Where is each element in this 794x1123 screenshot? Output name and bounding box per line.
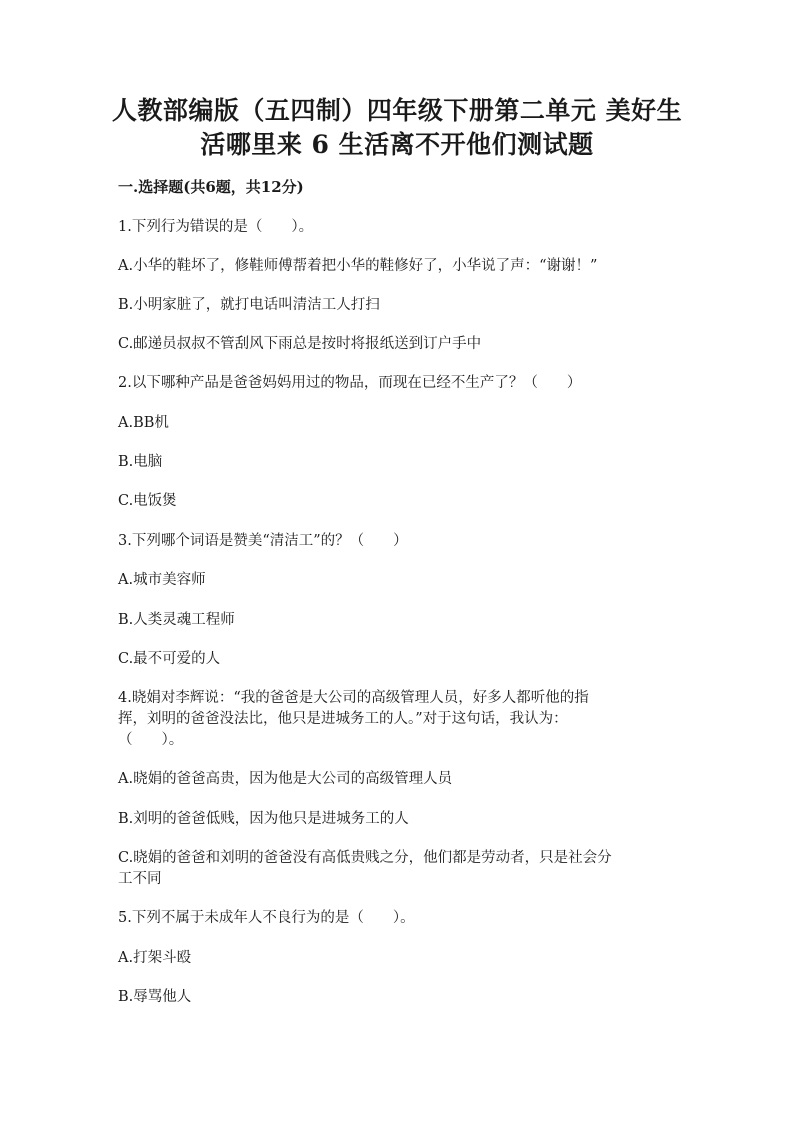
question-3-option-b: B.人类灵魂工程师: [118, 612, 235, 628]
question-5-option-a: A.打架斗殴: [118, 950, 192, 966]
question-1-option-a: A.小华的鞋坏了，修鞋师傅帮着把小华的鞋修好了，小华说了声：“谢谢！”: [118, 258, 598, 274]
question-4-stem-line-1: 4.晓娟对李辉说：“我的爸爸是大公司的高级管理人员，好多人都听他的指: [118, 690, 589, 706]
question-1-option-b: B.小明家脏了，就打电话叫清洁工人打扫: [118, 297, 380, 313]
question-4-stem-line-3: （ ）。: [118, 732, 184, 748]
question-2-option-b: B.电脑: [118, 454, 163, 470]
document-title: [100, 94, 694, 162]
question-2-stem: 2.以下哪种产品是爸爸妈妈用过的物品，而现在已经不生产了？（ ）: [118, 375, 582, 391]
title-line-1: 人教部编版（五四制）四年级下册第二单元 美好生: [111, 96, 683, 125]
question-4-stem-line-2: 挥，刘明的爸爸没法比，他只是进城务工的人。”对于这句话，我认为：: [118, 711, 568, 727]
question-5-stem: 5.下列不属于未成年人不良行为的是（ ）。: [118, 910, 415, 926]
question-4-option-c-line-1: C.晓娟的爸爸和刘明的爸爸没有高低贵贱之分，他们都是劳动者，只是社会分: [118, 850, 612, 866]
question-2-option-c: C.电饭煲: [118, 493, 177, 509]
question-5-option-b: B.辱骂他人: [118, 989, 192, 1005]
question-4-option-c-line-2: 工不同: [118, 871, 162, 887]
title-line-2: 活哪里来 6 生活离不开他们测试题: [200, 130, 594, 159]
question-1-option-c: C.邮递员叔叔不管刮风下雨总是按时将报纸送到订户手中: [118, 336, 482, 352]
section-heading: 一.选择题(共6题，共12分): [118, 178, 304, 196]
question-4-option-a: A.晓娟的爸爸高贵，因为他是大公司的高级管理人员: [118, 771, 453, 787]
question-3-stem: 3.下列哪个词语是赞美“清洁工”的？（ ）: [118, 533, 408, 549]
question-3-option-a: A.城市美容师: [118, 572, 206, 588]
question-3-option-c: C.最不可爱的人: [118, 651, 221, 667]
question-1-stem: 1.下列行为错误的是（ ）。: [118, 219, 314, 235]
question-2-option-a: A.BB机: [118, 415, 169, 431]
question-4-option-b: B.刘明的爸爸低贱，因为他只是进城务工的人: [118, 811, 409, 827]
